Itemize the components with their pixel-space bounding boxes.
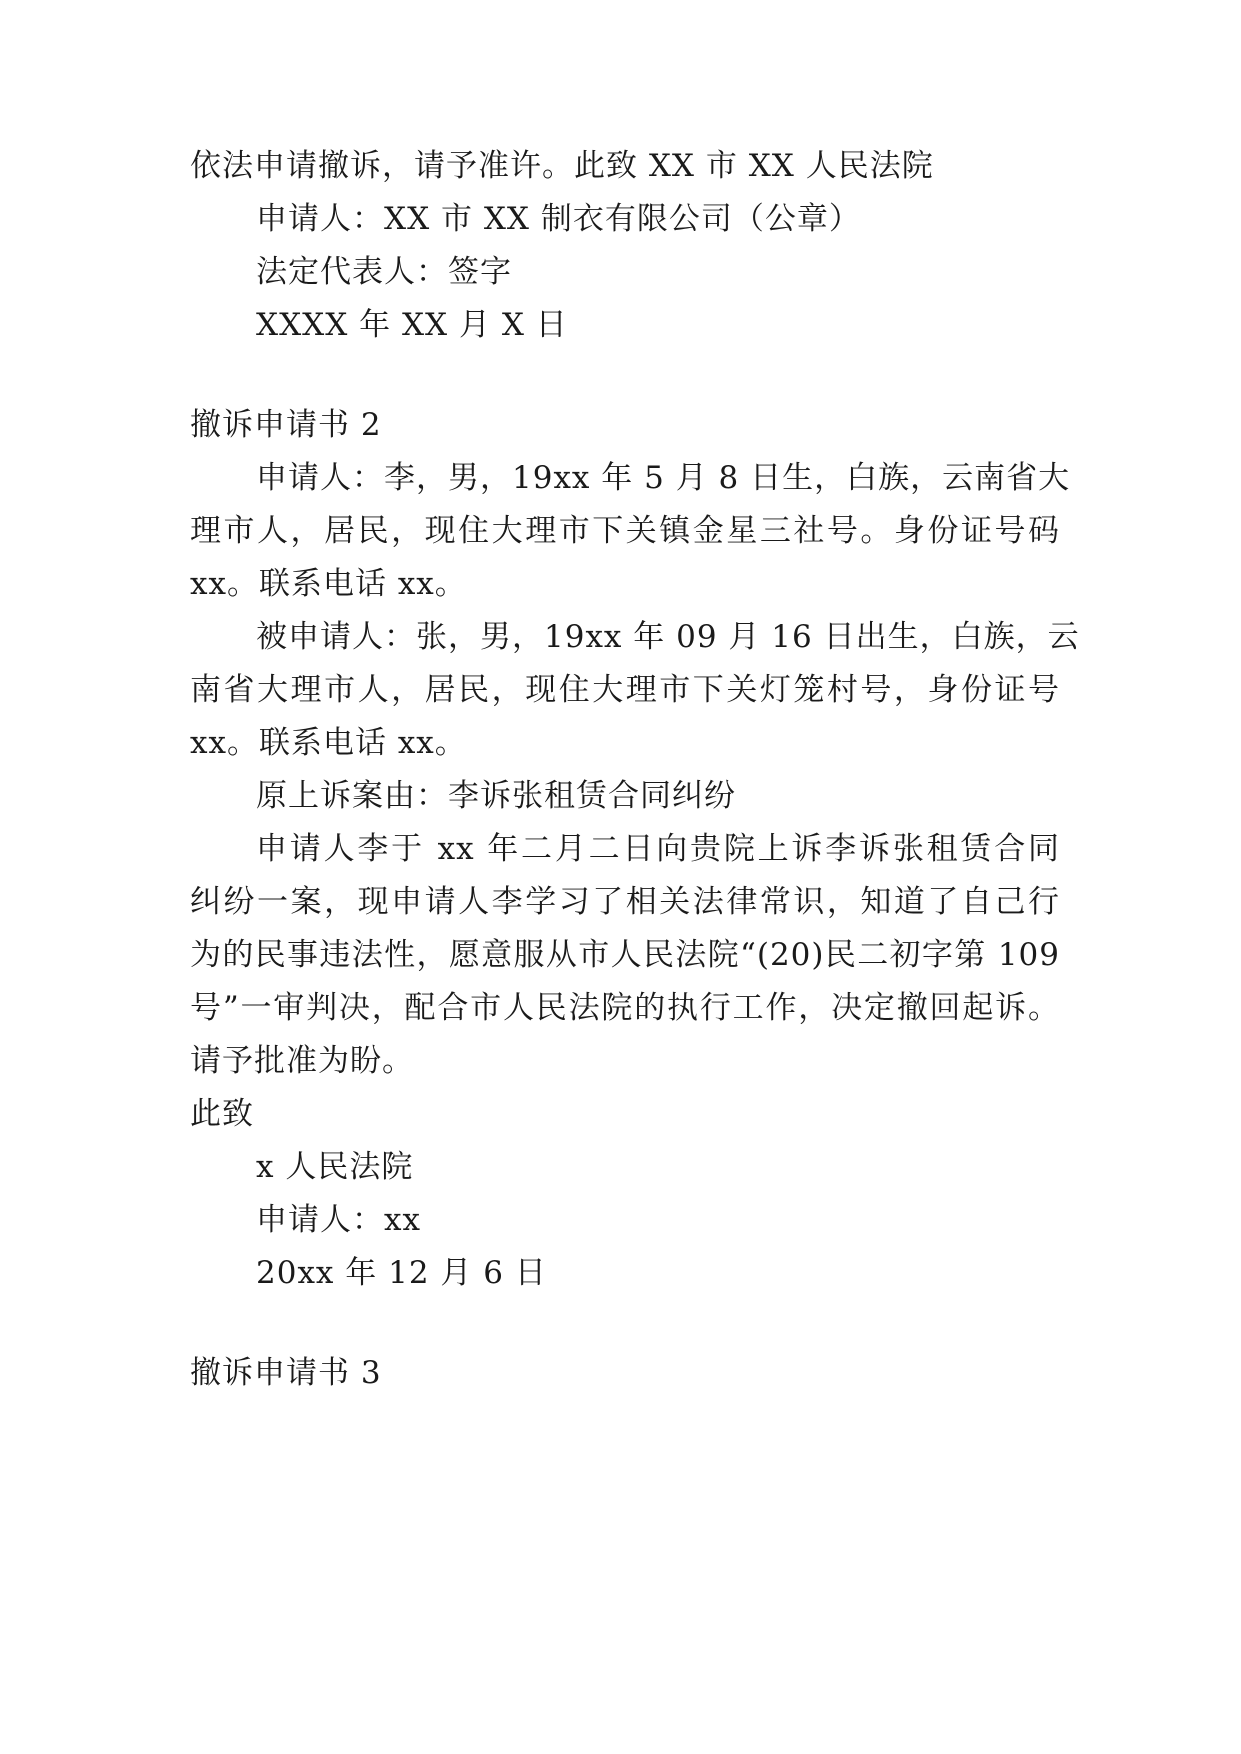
applicant-line: xx。联系电话 xx。	[190, 566, 467, 602]
body-line: 请予批准为盼。	[190, 1043, 414, 1079]
body-line: 号”一审判决，配合市人民法院的执行工作，决定撤回起诉。	[190, 990, 1060, 1026]
body-line: 为的民事违法性，愿意服从市人民法院“(20)民二初字第 109	[190, 937, 1060, 973]
section-heading-2: 撤诉申请书 2	[190, 407, 382, 443]
body-line: 纠纷一案，现申请人李学习了相关法律常识，知道了自己行	[190, 884, 1060, 920]
legal-representative: 法定代表人：签字	[256, 254, 512, 290]
section-heading-3: 撤诉申请书 3	[190, 1355, 382, 1391]
respondent-line: xx。联系电话 xx。	[190, 725, 467, 761]
respondent-line: 被申请人：张，男，19xx 年 09 月 16 日出生，白族，云	[256, 619, 1080, 655]
respondent-line: 南省大理市人，居民，现住大理市下关灯笼村号，身份证号	[190, 672, 1060, 708]
signer: 申请人：xx	[256, 1202, 421, 1238]
applicant-company: 申请人：XX 市 XX 制衣有限公司（公章）	[256, 201, 861, 237]
case-cause: 原上诉案由：李诉张租赁合同纠纷	[256, 778, 736, 814]
court-name: x 人民法院	[256, 1149, 414, 1185]
applicant-line: 理市人，居民，现住大理市下关镇金星三社号。身份证号码	[190, 513, 1060, 549]
date-line: 20xx 年 12 月 6 日	[256, 1255, 547, 1291]
closing-line: 依法申请撤诉，请予准许。此致 XX 市 XX 人民法院	[190, 148, 934, 184]
body-line: 申请人李于 xx 年二月二日向贵院上诉李诉张租赁合同	[256, 831, 1060, 867]
applicant-line: 申请人：李，男，19xx 年 5 月 8 日生，白族，云南省大	[256, 460, 1071, 496]
date-line: XXXX 年 XX 月 X 日	[256, 307, 568, 343]
salutation: 此致	[190, 1096, 254, 1132]
